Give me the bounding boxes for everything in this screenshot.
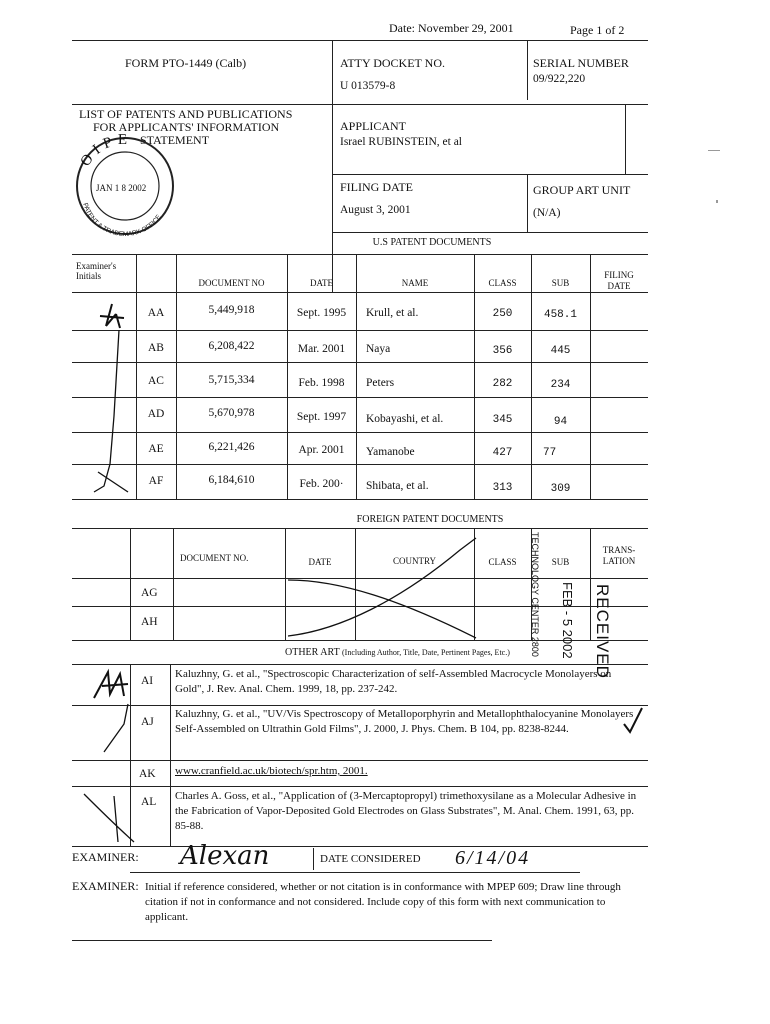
list-title-line-3: STATEMENT [140,133,210,147]
foreign-col-class: CLASS [488,557,517,567]
col-document-no: DOCUMENT NO [198,278,265,288]
foreign-cross-out-mark [280,530,500,642]
col-examiner-initials: Examiner's Initials [76,261,117,281]
stamp-bottom-text: PATENT & TRADEMARK OFFICE [81,202,163,239]
col-filing-date-2: DATE [607,281,631,291]
form-date: Date: November 29, 2001 [389,21,514,35]
row-class: 427 [492,447,513,459]
applicant-value: Israel RUBINSTEIN, et al [340,136,462,148]
received-stamp-center: TECHNOLOGY CENTER 2800 [530,532,540,657]
form-title: FORM PTO-1449 (Calb) [125,56,247,70]
row-document-no: 6,208,422 [208,340,255,352]
other-row-ak-id: AK [139,768,156,780]
row-document-no: 5,670,978 [208,407,255,419]
row-sub: 309 [550,483,571,495]
group-art-unit-label: GROUP ART UNIT [533,183,631,197]
serial-number-label: SERIAL NUMBER [533,56,629,70]
row-name: Peters [366,377,395,389]
row-class: 282 [492,378,513,390]
examiner-label: EXAMINER: [72,850,139,864]
applicant-label: APPLICANT [340,119,407,133]
page-number: Page 1 of 2 [570,23,625,37]
row-name: Krull, et al. [366,307,419,319]
filing-date-value: August 3, 2001 [340,204,411,216]
row-document-no: 5,449,918 [208,304,255,316]
row-date: Sept. 1997 [296,411,347,423]
date-considered-label: DATE CONSIDERED [320,853,421,865]
examiner-initials-mark [74,296,140,500]
scan-speck [716,200,718,203]
row-id: AA [147,307,165,319]
row-sub: 94 [553,416,568,428]
examiner-signature: Alexan [180,841,270,871]
row-sub: 445 [550,345,571,357]
scan-speck [708,150,720,151]
row-id: AC [148,375,164,387]
received-stamp-date: FEB - 5 2002 [560,582,575,659]
row-id: AE [148,443,164,455]
us-patents-section-title: U.S PATENT DOCUMENTS [372,237,492,248]
col-class: CLASS [488,278,517,288]
group-art-unit-value: (N/A) [533,207,561,219]
row-class: 250 [492,308,513,320]
row-name: Kobayashi, et al. [366,413,444,425]
examiner-note-label: EXAMINER: [72,879,139,893]
row-date: Feb. 200· [299,478,344,490]
col-filing-date-1: FILING [604,270,634,280]
stamp-top-text: OIPE [77,131,133,170]
foreign-row-ah-id: AH [141,616,158,628]
row-date: Sept. 1995 [296,307,347,319]
received-stamp: RECEIVED [593,584,612,679]
other-art-title: OTHER ART [285,647,340,658]
row-date: Apr. 2001 [298,444,345,456]
row-sub: 77 [543,447,557,459]
row-date: Feb. 1998 [298,377,345,389]
col-name: NAME [401,278,429,288]
row-class: 313 [492,482,513,494]
oipe-stamp [70,131,180,239]
foreign-col-date: DATE [308,557,332,567]
serial-number-value: 09/922,220 [533,73,586,85]
row-class: 345 [492,414,513,426]
other-art-subtitle: (Including Author, Title, Date, Pertinent Pages, Etc.) [342,648,510,657]
atty-docket-value: U 013579-8 [340,80,396,92]
row-name: Yamanobe [366,446,415,458]
atty-docket-label: ATTY DOCKET NO. [340,56,445,70]
stamp-date: JAN 1 8 2002 [96,183,147,193]
other-row-al-text: Charles A. Goss, et al., "Application of (3-Mercaptopropyl) trimethoxysilane as a Molecular Adhesive in the Fabrication of Vapor-Deposited Gold Electrodes on Glass Substrates", M. Anal. Chem. 1991, 63, pp. 85-88. [175,790,637,832]
foreign-col-document-no: DOCUMENT NO. [180,553,249,563]
row-class: 356 [492,345,513,357]
row-document-no: 5,715,334 [208,374,255,386]
row-sub: 234 [550,379,571,391]
other-row-al-id: AL [141,796,157,808]
row-document-no: 6,184,610 [208,474,255,486]
foreign-patents-section-title: FOREIGN PATENT DOCUMENTS [356,514,504,525]
examiner-note-text: Initial if reference considered, whether or not citation is in conformance with MPEP 609; Draw line through citation if not in conformance and not considered. Include copy of this form with next communication to applicant. [145,881,621,923]
other-row-ak-link[interactable]: www.cranfield.ac.uk/biotech/spr.htm, 2001. [175,765,368,777]
row-document-no: 6,221,426 [208,441,255,453]
list-title-line-2: FOR APPLICANTS' INFORMATION [93,120,280,134]
list-title-line-1: LIST OF PATENTS AND PUBLICATIONS [79,107,293,121]
other-row-ai-text: Kaluzhny, G. et al., "Spectroscopic Characterization of self-Assembled Macrocycle Monolayers on Gold", J. Rev. Anal. Chem. 1999, 18, pp. 237-242. [175,668,612,695]
row-id: AB [148,342,164,354]
foreign-row-ag-id: AG [141,587,158,599]
date-considered-value: 6/14/04 [455,847,531,869]
row-id: AF [148,475,164,487]
row-id: AD [147,408,165,420]
row-sub: 458.1 [543,309,577,321]
foreign-col-translation-1: TRANS- [602,545,636,555]
other-art-marks [74,664,654,848]
filing-date-label: FILING DATE [340,180,413,194]
other-row-aj-text: Kaluzhny, G. et al., "UV/Vis Spectroscopy of Metalloporphyrin and Metallophthalocyanine Monolayers Self-Assembled on Ultrathin Gold Films", J. 2000, J. Phys. Chem. B 104, pp. 8238-8244. [175,708,634,735]
foreign-col-sub: SUB [551,557,570,567]
other-art-section-title [285,647,510,658]
col-sub: SUB [551,278,570,288]
row-date: Mar. 2001 [297,343,346,355]
other-row-ai-id: AI [141,675,154,687]
foreign-col-country: COUNTRY [392,556,436,566]
other-row-aj-id: AJ [141,716,154,728]
row-name: Naya [366,343,391,355]
row-name: Shibata, et al. [366,480,429,492]
foreign-col-translation-2: LATION [602,556,636,566]
col-date: DATE [310,278,333,288]
